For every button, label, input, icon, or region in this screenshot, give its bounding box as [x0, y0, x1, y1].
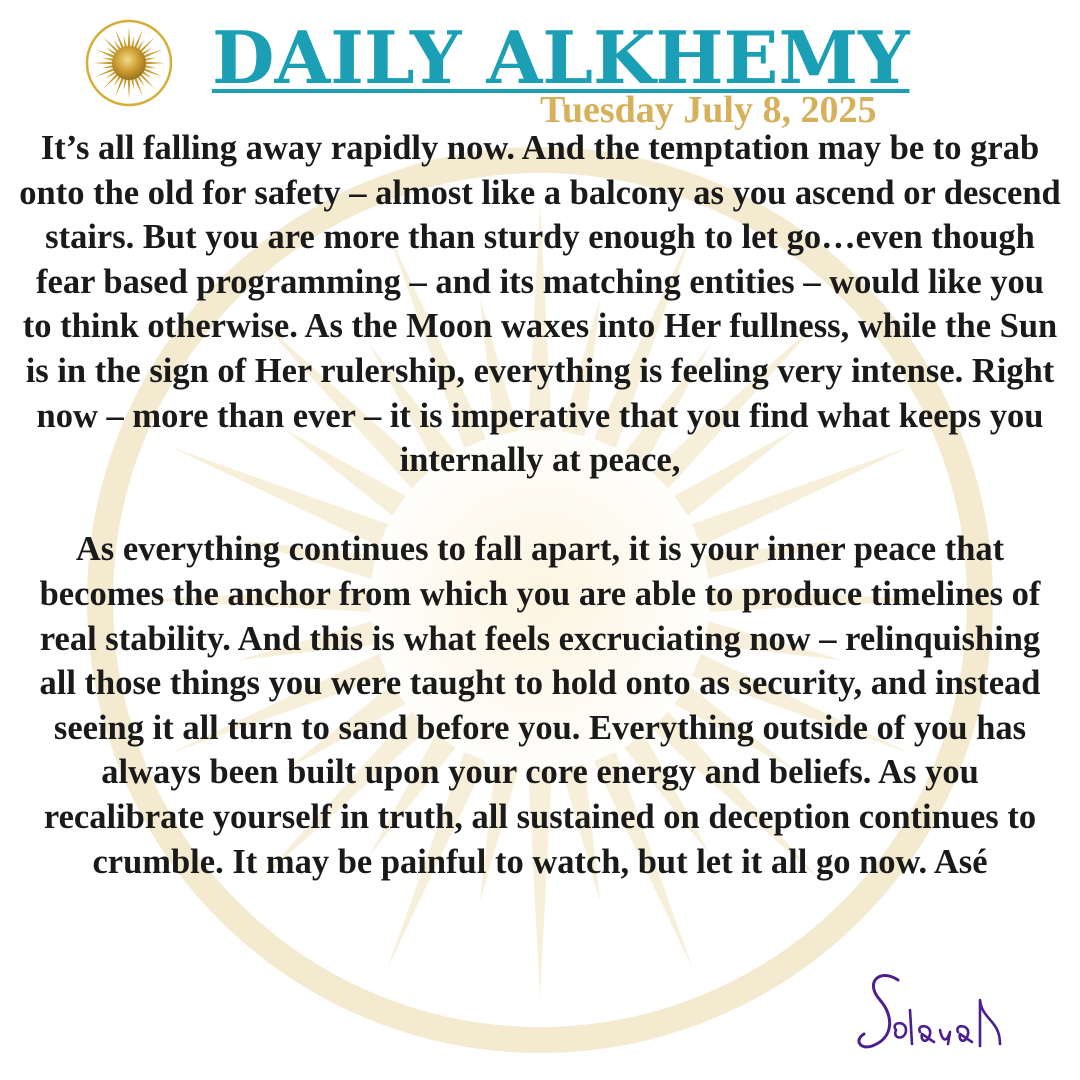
message-body [18, 126, 1062, 884]
sun-icon [84, 18, 174, 108]
post-date: Tuesday July 8, 2025 [540, 89, 877, 131]
page-title: DAILY ALKHEMY [212, 15, 910, 100]
message-paragraph: It’s all falling away rapidly now. And the temptation may be to grab onto the old for safety – almost like a balcony as you ascend or descend stairs. But you are more than sturdy enough to let go…even though fear based programming – and its matching entities – would like you to think otherwise. As the Moon waxes into Her fullness, while the Sun is in the sign of Her rulership, everything is feeling very intense. Right now – more than ever – it is imperative that you find what keeps you internally at peace, [19, 129, 1061, 480]
message-paragraph: As everything continues to fall apart, it is your inner peace that becomes the anchor from which you are able to produce timelines of real stability. And this is what feels excruciating now – relinquishing all those things you were taught to hold onto as security, and instead seeing it all turn to sand before you. Everything outside of you has always been built upon your core energy and beliefs. As you recalibrate yourself in truth, all sustained on deception continues to crumble. It may be painful to watch, but let it all go now. Asé [39, 530, 1041, 881]
signature-icon [850, 960, 1050, 1070]
